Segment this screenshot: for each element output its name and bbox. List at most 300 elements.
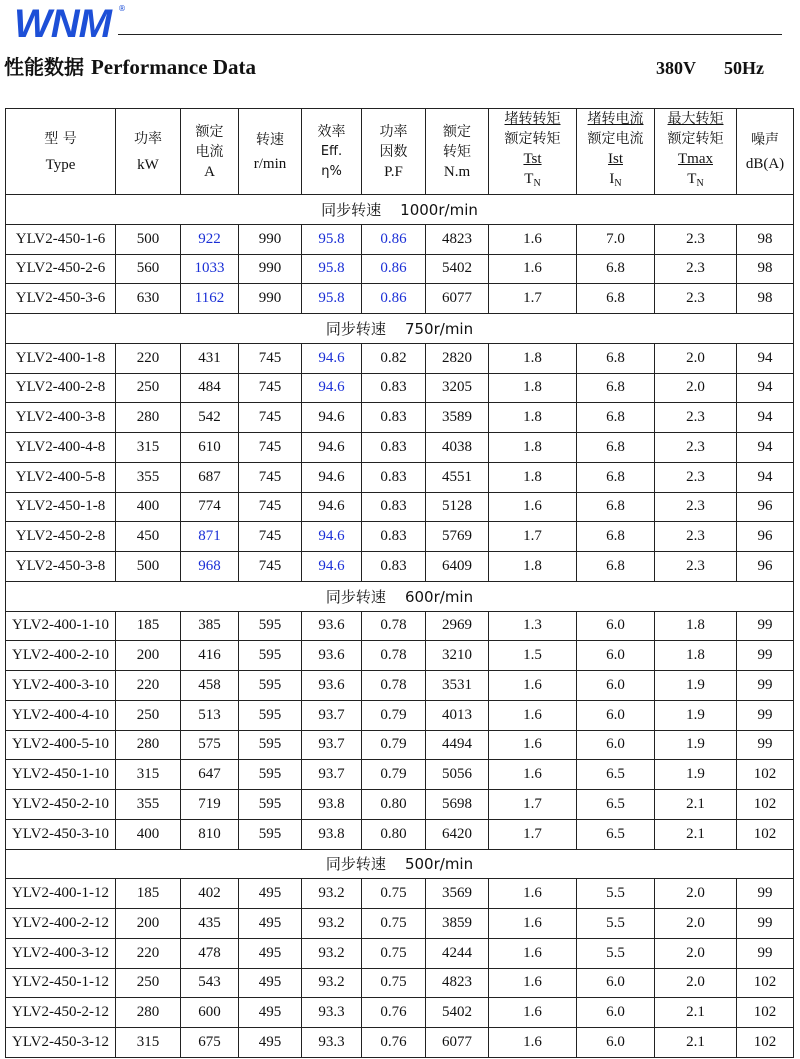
- table-row: [6, 790, 794, 820]
- value-cell: 402: [181, 879, 239, 909]
- value-cell: 5.5: [577, 879, 655, 909]
- value-cell: 4823: [426, 224, 489, 254]
- value-cell: 6.8: [577, 462, 655, 492]
- value-cell: 2.3: [655, 224, 737, 254]
- value-cell: 99: [737, 730, 794, 760]
- value-cell: 745: [239, 462, 302, 492]
- value-cell: 719: [181, 790, 239, 820]
- value-cell: 2.3: [655, 552, 737, 582]
- value-cell: 500: [116, 224, 181, 254]
- model-cell: YLV2-450-1-12: [6, 968, 116, 998]
- value-cell: 6.8: [577, 284, 655, 314]
- value-cell: 99: [737, 671, 794, 701]
- value-cell: 6.0: [577, 1028, 655, 1058]
- value-cell: 560: [116, 254, 181, 284]
- value-cell: 1.8: [489, 403, 577, 433]
- value-cell: 1162: [181, 284, 239, 314]
- value-cell: 2.3: [655, 433, 737, 463]
- value-cell: 93.8: [302, 819, 362, 849]
- value-cell: 93.6: [302, 671, 362, 701]
- value-cell: 250: [116, 373, 181, 403]
- table-row: [6, 641, 794, 671]
- value-cell: 1.8: [489, 462, 577, 492]
- table-row: [6, 254, 794, 284]
- model-cell: YLV2-400-3-12: [6, 938, 116, 968]
- value-cell: 542: [181, 403, 239, 433]
- value-cell: 1.6: [489, 671, 577, 701]
- value-cell: 94: [737, 373, 794, 403]
- value-cell: 250: [116, 968, 181, 998]
- value-cell: 1.7: [489, 790, 577, 820]
- value-cell: 6.0: [577, 700, 655, 730]
- col-tmax-ratio: 最大转矩 额定转矩 Tmax $T_N$: [655, 109, 737, 195]
- value-cell: 94.6: [302, 373, 362, 403]
- value-cell: 0.83: [362, 373, 426, 403]
- model-cell: YLV2-400-1-8: [6, 343, 116, 373]
- value-cell: 6.0: [577, 730, 655, 760]
- value-cell: 2.3: [655, 522, 737, 552]
- value-cell: 495: [239, 998, 302, 1028]
- value-cell: 3569: [426, 879, 489, 909]
- table-row: [6, 373, 794, 403]
- value-cell: 595: [239, 671, 302, 701]
- table-row: [6, 611, 794, 641]
- col-ist-ratio: 堵转电流 额定电流 Ist $I_N$: [577, 109, 655, 195]
- col-type: 型 号 Type: [6, 109, 116, 195]
- value-cell: 1.6: [489, 938, 577, 968]
- value-cell: 93.3: [302, 1028, 362, 1058]
- value-cell: 5.5: [577, 938, 655, 968]
- table-row: [6, 938, 794, 968]
- value-cell: 5769: [426, 522, 489, 552]
- value-cell: 6.8: [577, 552, 655, 582]
- value-cell: 478: [181, 938, 239, 968]
- value-cell: 96: [737, 522, 794, 552]
- value-cell: 185: [116, 879, 181, 909]
- group-header-row: [6, 581, 794, 611]
- value-cell: 2.1: [655, 819, 737, 849]
- value-cell: 0.76: [362, 998, 426, 1028]
- synchronous-speed-label: 同步转速 1000r/min: [6, 195, 794, 225]
- model-cell: YLV2-450-3-10: [6, 819, 116, 849]
- value-cell: 968: [181, 552, 239, 582]
- value-cell: 99: [737, 700, 794, 730]
- value-cell: 0.79: [362, 700, 426, 730]
- value-cell: 3531: [426, 671, 489, 701]
- value-cell: 595: [239, 730, 302, 760]
- col-torque: 额定 转矩 N.m: [426, 109, 489, 195]
- value-cell: 99: [737, 641, 794, 671]
- model-cell: YLV2-400-3-8: [6, 403, 116, 433]
- value-cell: 93.3: [302, 998, 362, 1028]
- synchronous-speed-label: 同步转速 600r/min: [6, 581, 794, 611]
- value-cell: 6409: [426, 552, 489, 582]
- value-cell: 2.3: [655, 462, 737, 492]
- value-cell: 250: [116, 700, 181, 730]
- table-row: [6, 700, 794, 730]
- value-cell: 1033: [181, 254, 239, 284]
- value-cell: 6.0: [577, 968, 655, 998]
- value-cell: 1.8: [489, 433, 577, 463]
- value-cell: 6.0: [577, 998, 655, 1028]
- value-cell: 4494: [426, 730, 489, 760]
- value-cell: 94.6: [302, 433, 362, 463]
- synchronous-speed-label: 同步转速 500r/min: [6, 849, 794, 879]
- value-cell: 102: [737, 998, 794, 1028]
- value-cell: 595: [239, 760, 302, 790]
- value-cell: 385: [181, 611, 239, 641]
- value-cell: 94.6: [302, 343, 362, 373]
- value-cell: 355: [116, 790, 181, 820]
- value-cell: 4038: [426, 433, 489, 463]
- table-row: [6, 909, 794, 939]
- value-cell: 416: [181, 641, 239, 671]
- value-cell: 280: [116, 730, 181, 760]
- value-cell: 220: [116, 938, 181, 968]
- value-cell: 5128: [426, 492, 489, 522]
- value-cell: 595: [239, 790, 302, 820]
- value-cell: 3210: [426, 641, 489, 671]
- table-row: [6, 879, 794, 909]
- value-cell: 6.8: [577, 492, 655, 522]
- value-cell: 2.1: [655, 998, 737, 1028]
- value-cell: 0.83: [362, 522, 426, 552]
- model-cell: YLV2-450-2-10: [6, 790, 116, 820]
- value-cell: 595: [239, 819, 302, 849]
- value-cell: 96: [737, 552, 794, 582]
- col-tst-ratio: 堵转转矩 额定转矩 Tst $T_N$: [489, 109, 577, 195]
- value-cell: 4823: [426, 968, 489, 998]
- table-row: [6, 730, 794, 760]
- value-cell: 1.8: [655, 611, 737, 641]
- table-row: [6, 760, 794, 790]
- value-cell: 0.83: [362, 403, 426, 433]
- value-cell: 0.75: [362, 909, 426, 939]
- model-cell: YLV2-450-2-8: [6, 522, 116, 552]
- value-cell: 6.8: [577, 343, 655, 373]
- value-cell: 495: [239, 909, 302, 939]
- value-cell: 6.5: [577, 819, 655, 849]
- model-cell: YLV2-450-1-10: [6, 760, 116, 790]
- value-cell: 990: [239, 224, 302, 254]
- table-body: [6, 195, 794, 1058]
- model-cell: YLV2-450-2-6: [6, 254, 116, 284]
- value-cell: 2.1: [655, 1028, 737, 1058]
- value-cell: 543: [181, 968, 239, 998]
- value-cell: 220: [116, 671, 181, 701]
- col-power: 功率 kW: [116, 109, 181, 195]
- value-cell: 94.6: [302, 462, 362, 492]
- value-cell: 1.8: [655, 641, 737, 671]
- group-header-row: [6, 849, 794, 879]
- table-row: [6, 522, 794, 552]
- value-cell: 745: [239, 433, 302, 463]
- header-row: [6, 109, 794, 195]
- value-cell: 1.7: [489, 819, 577, 849]
- value-cell: 2.0: [655, 879, 737, 909]
- value-cell: 400: [116, 492, 181, 522]
- value-cell: 1.7: [489, 522, 577, 552]
- value-cell: 513: [181, 700, 239, 730]
- value-cell: 4551: [426, 462, 489, 492]
- value-cell: 6420: [426, 819, 489, 849]
- model-cell: YLV2-400-1-10: [6, 611, 116, 641]
- value-cell: 774: [181, 492, 239, 522]
- value-cell: 6.8: [577, 403, 655, 433]
- value-cell: 0.83: [362, 552, 426, 582]
- table-row: [6, 284, 794, 314]
- value-cell: 6.5: [577, 790, 655, 820]
- value-cell: 1.9: [655, 760, 737, 790]
- value-cell: 2.3: [655, 254, 737, 284]
- value-cell: 93.7: [302, 730, 362, 760]
- value-cell: 745: [239, 522, 302, 552]
- model-cell: YLV2-450-1-6: [6, 224, 116, 254]
- value-cell: 2969: [426, 611, 489, 641]
- value-cell: 95.8: [302, 284, 362, 314]
- value-cell: 6.0: [577, 641, 655, 671]
- value-cell: 94: [737, 343, 794, 373]
- table-row: [6, 968, 794, 998]
- value-cell: 102: [737, 760, 794, 790]
- value-cell: 495: [239, 1028, 302, 1058]
- value-cell: 220: [116, 343, 181, 373]
- table-row: [6, 462, 794, 492]
- header-rule: [118, 34, 782, 35]
- value-cell: 595: [239, 641, 302, 671]
- group-header-row: [6, 195, 794, 225]
- value-cell: 94: [737, 433, 794, 463]
- value-cell: 94.6: [302, 522, 362, 552]
- value-cell: 2820: [426, 343, 489, 373]
- value-cell: 687: [181, 462, 239, 492]
- value-cell: 1.6: [489, 968, 577, 998]
- value-cell: 1.7: [489, 284, 577, 314]
- value-cell: 647: [181, 760, 239, 790]
- value-cell: 495: [239, 879, 302, 909]
- model-cell: YLV2-450-3-8: [6, 552, 116, 582]
- value-cell: 595: [239, 611, 302, 641]
- model-cell: YLV2-400-1-12: [6, 879, 116, 909]
- value-cell: 2.3: [655, 403, 737, 433]
- value-cell: 99: [737, 611, 794, 641]
- value-cell: 1.6: [489, 998, 577, 1028]
- value-cell: 922: [181, 224, 239, 254]
- value-cell: 431: [181, 343, 239, 373]
- value-cell: 2.0: [655, 373, 737, 403]
- col-efficiency: 效率 Eff. η%: [302, 109, 362, 195]
- value-cell: 810: [181, 819, 239, 849]
- model-cell: YLV2-400-4-8: [6, 433, 116, 463]
- value-cell: 98: [737, 224, 794, 254]
- model-cell: YLV2-450-1-8: [6, 492, 116, 522]
- table-row: [6, 819, 794, 849]
- value-cell: 745: [239, 373, 302, 403]
- synchronous-speed-label: 同步转速 750r/min: [6, 314, 794, 344]
- value-cell: 1.9: [655, 730, 737, 760]
- value-cell: 450: [116, 522, 181, 552]
- value-cell: 1.6: [489, 760, 577, 790]
- value-cell: 871: [181, 522, 239, 552]
- value-cell: 495: [239, 968, 302, 998]
- model-cell: YLV2-400-3-10: [6, 671, 116, 701]
- value-cell: 5402: [426, 254, 489, 284]
- value-cell: 98: [737, 254, 794, 284]
- value-cell: 6.8: [577, 254, 655, 284]
- model-cell: YLV2-450-2-12: [6, 998, 116, 1028]
- value-cell: 2.0: [655, 343, 737, 373]
- value-cell: 185: [116, 611, 181, 641]
- value-cell: 435: [181, 909, 239, 939]
- value-cell: 1.6: [489, 700, 577, 730]
- value-cell: 6.0: [577, 611, 655, 641]
- value-cell: 575: [181, 730, 239, 760]
- model-cell: YLV2-400-4-10: [6, 700, 116, 730]
- frequency-label: 50Hz: [724, 58, 764, 78]
- value-cell: 1.6: [489, 224, 577, 254]
- value-cell: 1.8: [489, 343, 577, 373]
- value-cell: 1.6: [489, 254, 577, 284]
- value-cell: 3859: [426, 909, 489, 939]
- value-cell: 280: [116, 998, 181, 1028]
- value-cell: 93.2: [302, 909, 362, 939]
- value-cell: 2.3: [655, 284, 737, 314]
- value-cell: 0.75: [362, 879, 426, 909]
- value-cell: 280: [116, 403, 181, 433]
- value-cell: 93.7: [302, 700, 362, 730]
- group-header-row: [6, 314, 794, 344]
- value-cell: 0.79: [362, 760, 426, 790]
- value-cell: 1.6: [489, 1028, 577, 1058]
- value-cell: 2.3: [655, 492, 737, 522]
- value-cell: 102: [737, 790, 794, 820]
- value-cell: 315: [116, 1028, 181, 1058]
- value-cell: 94.6: [302, 552, 362, 582]
- col-current: 额定 电流 A: [181, 109, 239, 195]
- value-cell: 2.0: [655, 938, 737, 968]
- value-cell: 0.80: [362, 790, 426, 820]
- value-cell: 6.8: [577, 373, 655, 403]
- value-cell: 610: [181, 433, 239, 463]
- value-cell: 0.76: [362, 1028, 426, 1058]
- value-cell: 745: [239, 403, 302, 433]
- value-cell: 0.75: [362, 938, 426, 968]
- value-cell: 1.8: [489, 552, 577, 582]
- registered-mark: ®: [118, 4, 126, 13]
- title-en: Performance Data: [90, 55, 256, 79]
- value-cell: 0.83: [362, 433, 426, 463]
- value-cell: 595: [239, 700, 302, 730]
- value-cell: 7.0: [577, 224, 655, 254]
- col-speed: 转速 r/min: [239, 109, 302, 195]
- value-cell: 102: [737, 968, 794, 998]
- model-cell: YLV2-400-2-12: [6, 909, 116, 939]
- col-noise: 噪声 dB(A): [737, 109, 794, 195]
- value-cell: 5056: [426, 760, 489, 790]
- value-cell: 1.3: [489, 611, 577, 641]
- value-cell: 458: [181, 671, 239, 701]
- value-cell: 990: [239, 254, 302, 284]
- value-cell: 600: [181, 998, 239, 1028]
- value-cell: 0.80: [362, 819, 426, 849]
- value-cell: 93.7: [302, 760, 362, 790]
- value-cell: 93.2: [302, 938, 362, 968]
- value-cell: 0.78: [362, 641, 426, 671]
- value-cell: 1.5: [489, 641, 577, 671]
- value-cell: 484: [181, 373, 239, 403]
- table-row: [6, 343, 794, 373]
- table-row: [6, 492, 794, 522]
- value-cell: 400: [116, 819, 181, 849]
- value-cell: 93.8: [302, 790, 362, 820]
- value-cell: 500: [116, 552, 181, 582]
- value-cell: 0.83: [362, 492, 426, 522]
- value-cell: 1.6: [489, 730, 577, 760]
- value-cell: 745: [239, 343, 302, 373]
- value-cell: 2.0: [655, 968, 737, 998]
- value-cell: 99: [737, 938, 794, 968]
- value-cell: 0.82: [362, 343, 426, 373]
- value-cell: 200: [116, 641, 181, 671]
- value-cell: 98: [737, 284, 794, 314]
- table-row: [6, 671, 794, 701]
- value-cell: 6.0: [577, 671, 655, 701]
- value-cell: 102: [737, 1028, 794, 1058]
- value-cell: 2.1: [655, 790, 737, 820]
- voltage-label: 380V: [656, 58, 696, 78]
- value-cell: 0.86: [362, 284, 426, 314]
- table-row: [6, 998, 794, 1028]
- value-cell: 93.2: [302, 879, 362, 909]
- table-row: [6, 552, 794, 582]
- value-cell: 3589: [426, 403, 489, 433]
- value-cell: 0.86: [362, 224, 426, 254]
- value-cell: 0.78: [362, 611, 426, 641]
- value-cell: 94.6: [302, 403, 362, 433]
- value-cell: 99: [737, 879, 794, 909]
- value-cell: 745: [239, 552, 302, 582]
- value-cell: 1.6: [489, 909, 577, 939]
- company-logo: [6, 2, 126, 46]
- value-cell: 6077: [426, 1028, 489, 1058]
- performance-table: [5, 108, 794, 1058]
- value-cell: 495: [239, 938, 302, 968]
- value-cell: 102: [737, 819, 794, 849]
- value-cell: 6077: [426, 284, 489, 314]
- value-cell: 2.0: [655, 909, 737, 939]
- value-cell: 0.86: [362, 254, 426, 284]
- value-cell: 93.6: [302, 641, 362, 671]
- value-cell: 0.79: [362, 730, 426, 760]
- value-cell: 1.6: [489, 879, 577, 909]
- table-row: [6, 224, 794, 254]
- value-cell: 95.8: [302, 224, 362, 254]
- table-row: [6, 1028, 794, 1058]
- value-cell: 5402: [426, 998, 489, 1028]
- value-cell: 745: [239, 492, 302, 522]
- value-cell: 4244: [426, 938, 489, 968]
- value-cell: 315: [116, 760, 181, 790]
- value-cell: 200: [116, 909, 181, 939]
- model-cell: YLV2-450-3-12: [6, 1028, 116, 1058]
- model-cell: YLV2-400-5-8: [6, 462, 116, 492]
- logo-text: WNM: [14, 2, 111, 46]
- value-cell: 1.6: [489, 492, 577, 522]
- title-cn: 性能数据: [4, 55, 84, 79]
- model-cell: YLV2-450-3-6: [6, 284, 116, 314]
- value-cell: 5698: [426, 790, 489, 820]
- model-cell: YLV2-400-5-10: [6, 730, 116, 760]
